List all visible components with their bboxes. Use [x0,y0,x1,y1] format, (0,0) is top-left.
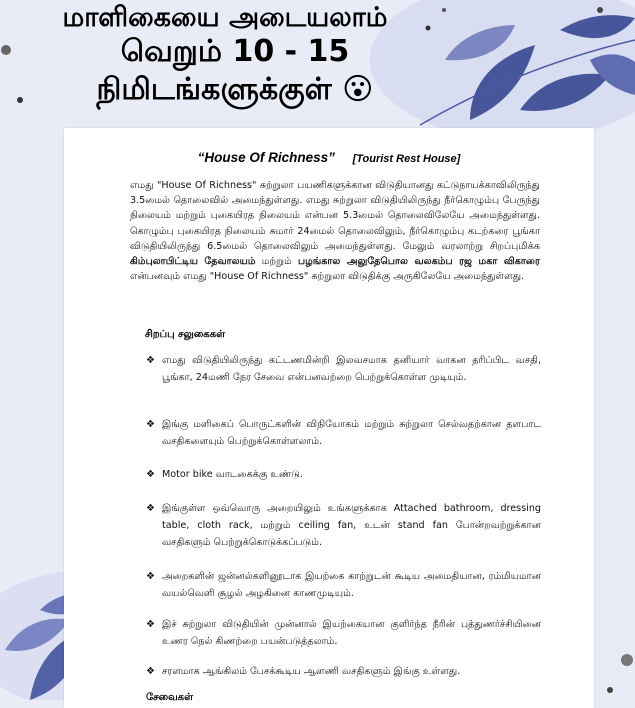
intro-bold-2: பழங்கால அலுதேபொல வலகம்ப ரஜ மகா விகாரை [297,256,540,268]
bullet-icon: ❖ [146,503,155,514]
bullet-icon: ❖ [146,469,155,480]
intro-text-1: எமது "House Of Richness" சுற்றுலா பயணிகளுக்கான விடுதியானது கட்டுநாயக்காவிலிருந்து 3.5மைல் தொலைவில் அமைந்துள்ளது. எமது சுற்றுலா விடுதியிலிருந்து நீர்கொழும்பு பேருந்து நிலையம் மற்றும் புகையிரத நிலையம் என்பன 5.3மைல் தொலைவிலேயே அமைந்துள்ளது. கொழும்பு புகையிரத நிலையம் சுமார் 24மைல் தொலைவிலும், நீர்கொழும்பு கடற்கரை பூங்கா விடுதியிலிருந்து 6.5மைல் தொலைவிலும் அமைந்துள்ளது. மேலும் வரலாற்று சிறப்புமிக்க [130,180,540,252]
intro-text-2: மற்றும் [261,256,292,268]
document-title [64,150,594,165]
headline-line-1: மாளிகையை அடையலாம் [62,2,388,33]
feature-text: இங்கு மளிகைப் பொருட்களின் விநியோகம் மற்றும் சுற்றுலா செல்வதற்கான தளபாட வசதிகளையும் பெற்றுக்கொள்ளலாம். [162,419,541,447]
cut-off-heading: சேவைகள் [146,692,194,703]
feature-item [146,416,541,450]
feature-item [146,466,541,483]
feature-text: அறைகளின் ஜன்னல்களினூடாக இயற்கை காற்றுடன் கூடிய அமைதியான, ரம்மியமான வயல்வெளி சூழல் அழகினை காணமுடியும். [162,571,541,599]
intro-bold-1: கிம்புலாபிட்டிய தேவாலயம் [130,256,256,268]
headline-line-3: நிமிடங்களுக்குள் 😮 [96,72,374,107]
features-heading: சிறப்பு சலுகைகள் [145,329,226,340]
feature-item [146,568,541,602]
intro-paragraph [130,178,540,284]
bullet-icon: ❖ [146,666,155,677]
feature-text: Motor bike வாடகைக்கு உண்டு. [162,469,303,480]
bullet-icon: ❖ [146,419,155,430]
bullet-icon: ❖ [146,571,155,582]
feature-text: எமது விடுதியிலிருந்து கட்டணமின்றி இலவசமாக தனியார் வாகன தரிப்பிட வசதி, பூங்கா, 24மணி நேர சேவை என்பனவற்றை பெற்றுக்கொள்ள முடியும். [162,355,541,383]
feature-item [146,616,541,650]
bullet-icon: ❖ [146,355,155,366]
document-page [64,128,594,708]
headline-line-2: வெறும் 10 - 15 [120,34,350,69]
bullet-icon: ❖ [146,619,155,630]
feature-text: இச் சுற்றுலா விடுதியின் முன்னால் இயற்கையான குளிர்ந்த நீரின் புத்துணர்ச்சியினை உணர நெல் கிணற்றை பயன்படுத்தலாம். [162,619,541,647]
feature-text: இங்குள்ள ஒவ்வொரு அறையிலும் உங்களுக்காக Attached bathroom, dressing table, cloth rack, மற்றும் ceiling fan, உடன் stand fan போன்றவற்றுக்கான வசதிகளும் பெற்றுக்கொடுக்கப்படும். [162,503,541,548]
title-subtitle: [Tourist Rest House] [352,153,461,165]
feature-item [146,663,541,680]
intro-text-3: என்பனவும் எமது "House Of Richness" சுற்றுலா விடுதிக்கு அருகிலேயே அமைந்துள்ளது. [130,271,525,283]
feature-item [146,500,541,551]
title-main: “House Of Richness” [197,150,335,165]
feature-text: சரளமாக ஆங்கிலம் பேசக்கூடிய ஆளணி வசதிகளும் இங்கு உள்ளது. [162,666,461,677]
feature-item [146,352,541,386]
